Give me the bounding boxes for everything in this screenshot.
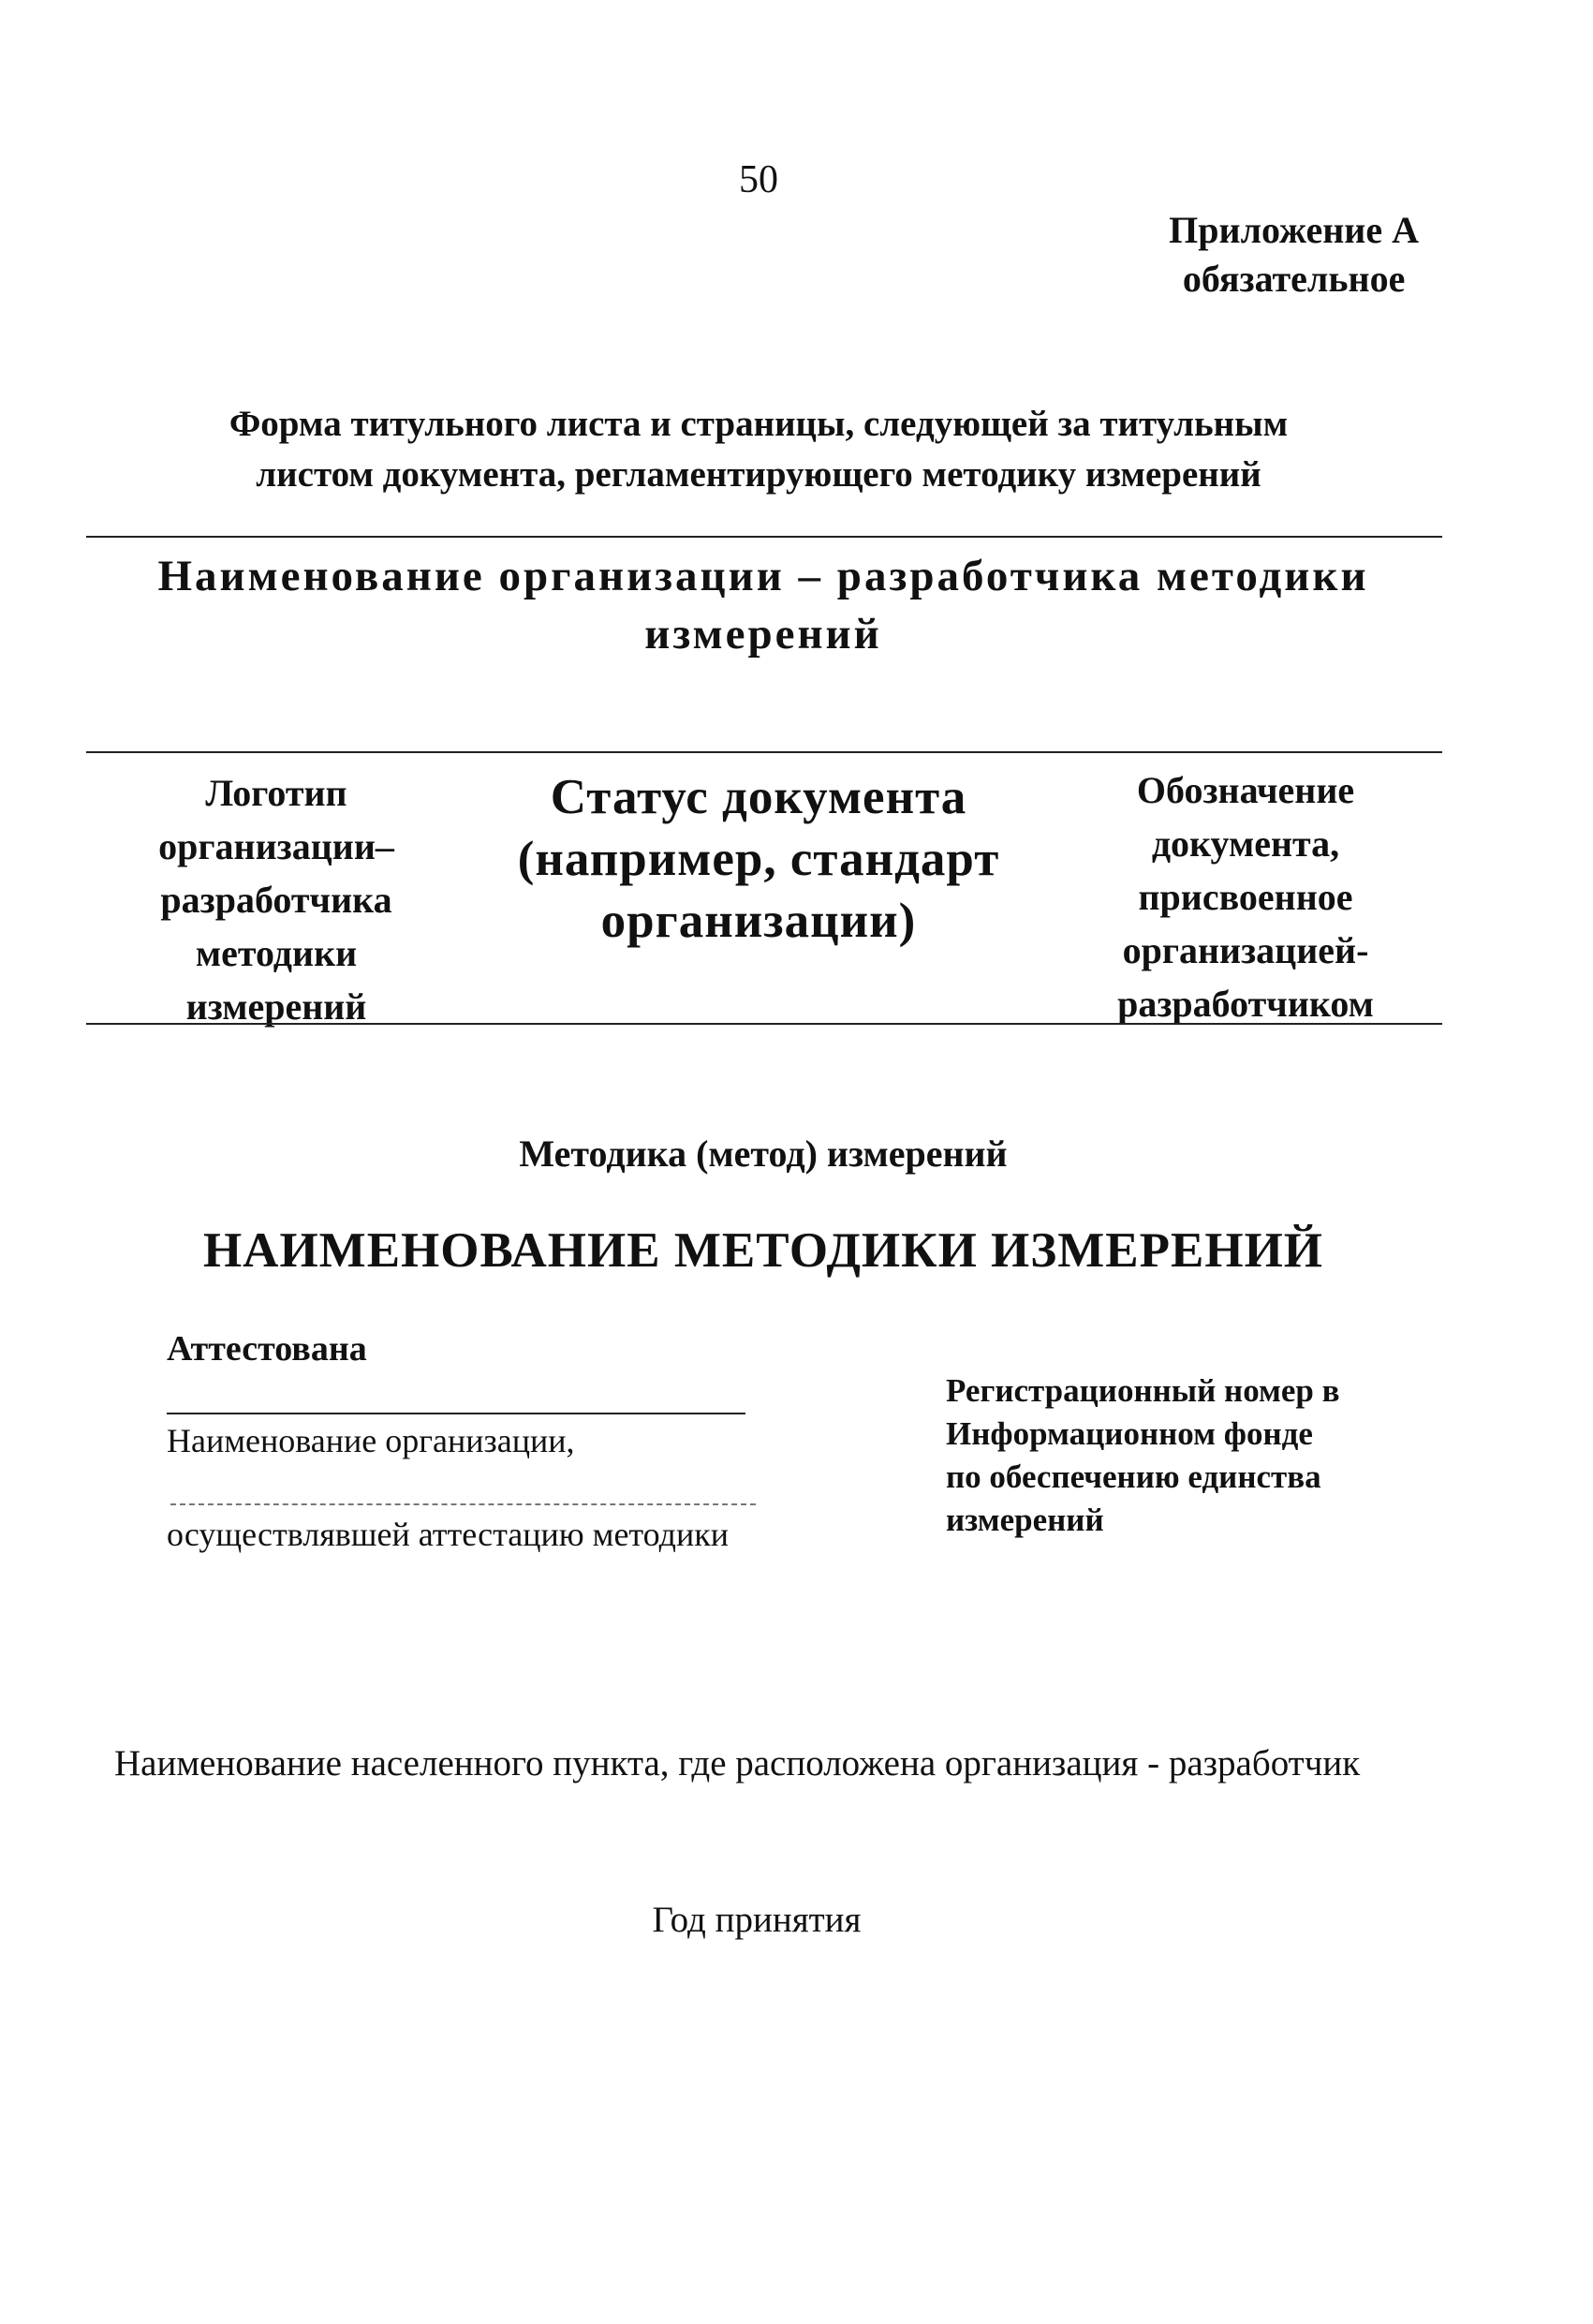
logo-cell-line: организации– <box>158 825 394 867</box>
divider-top <box>86 536 1442 538</box>
organization-name <box>94 547 1433 663</box>
registration-number-line: Информационном фонде <box>946 1415 1313 1452</box>
certified-org-text: осуществлявшей аттестацию методики <box>167 1516 729 1553</box>
designation-cell-line: присвоенное <box>1138 876 1353 918</box>
page-number: 50 <box>739 158 778 201</box>
locality-text: Наименование населенного пункта, где расположена организация - разработчик <box>114 1743 1361 1784</box>
designation-cell-line: разработчиком <box>1117 983 1374 1025</box>
document-status-line: Статус документа <box>550 770 967 824</box>
certified-label: Аттестована <box>167 1329 367 1369</box>
logo-cell-line: измерений <box>185 985 367 1028</box>
designation-cell-line: организацией- <box>1122 929 1369 971</box>
logo-cell-line: методики <box>195 932 358 974</box>
form-title-line: Форма титульного листа и страницы, следующей за титульным <box>229 404 1289 444</box>
certified-org-line <box>167 1413 745 1414</box>
organization-name-line: Наименование организации – разработчика методики <box>157 552 1369 600</box>
annex-heading <box>1169 206 1419 303</box>
document-status-line: организации) <box>600 894 917 948</box>
registration-number <box>946 1369 1470 1542</box>
form-title <box>112 399 1405 500</box>
registration-number-line: Регистрационный номер в <box>946 1372 1340 1409</box>
registration-number-line: измерений <box>946 1502 1104 1538</box>
certified-org-text: Наименование организации, <box>167 1422 575 1459</box>
method-name: НАИМЕНОВАНИЕ МЕТОДИКИ ИЗМЕРЕНИЙ <box>202 1223 1324 1278</box>
logo-cell <box>103 766 450 1033</box>
annex-title: Приложение А <box>1169 209 1419 251</box>
divider-table-bottom <box>86 1023 1442 1025</box>
form-title-line: листом документа, регламентирующего методику измерений <box>256 454 1261 495</box>
divider-table-top <box>86 751 1442 753</box>
designation-cell-line: документа, <box>1151 822 1340 865</box>
method-label: Методика (метод) измерений <box>519 1132 1008 1175</box>
year-adopted: Год принятия <box>652 1900 862 1940</box>
certified-org-dashed-line <box>170 1503 756 1505</box>
registration-number-line: по обеспечению единства <box>946 1458 1321 1495</box>
designation-cell <box>1068 763 1423 1030</box>
logo-cell-line: разработчика <box>160 879 392 921</box>
document-status-line: (например, стандарт <box>517 832 1000 886</box>
organization-name-line: измерений <box>644 610 882 659</box>
designation-cell-line: Обозначение <box>1136 769 1355 811</box>
annex-status: обязательное <box>1182 258 1406 300</box>
logo-cell-line: Логотип <box>205 772 347 814</box>
document-status-cell <box>464 766 1054 952</box>
